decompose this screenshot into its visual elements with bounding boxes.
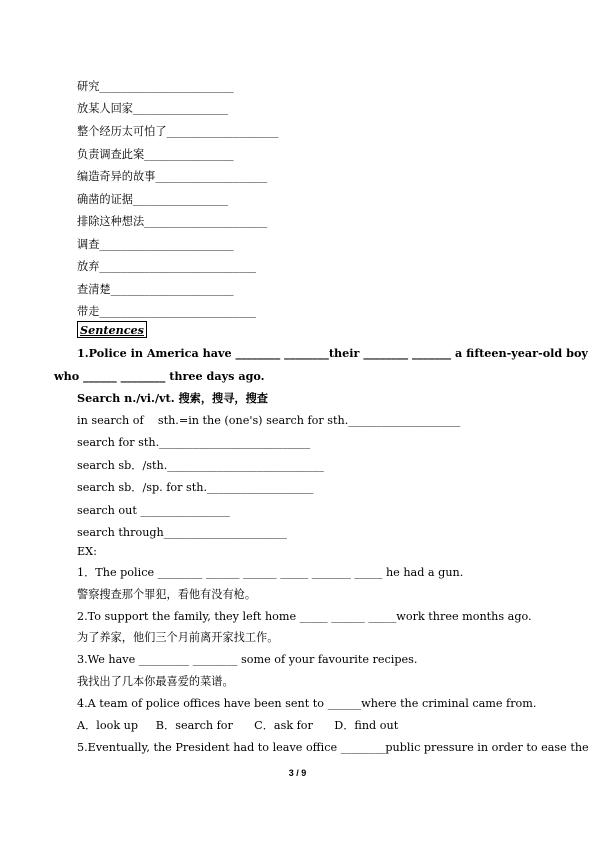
page-number: 3 / 9 xyxy=(288,768,307,778)
phrase-line: 放某人回家_________________ xyxy=(77,102,229,115)
sentence-1-line-1: 1.Police in America have ________ ________their ________ _______ a fifteen-year-old boy xyxy=(77,346,588,360)
phrase-line: 放弃____________________________ xyxy=(77,260,257,273)
exercise-line: 4.A team of police offices have been sent to ______where the criminal came from. xyxy=(77,697,537,710)
exercise-line: 2.To support the family, they left home _____ ______ _____work three months ago. xyxy=(77,610,532,623)
ex-label: EX: xyxy=(77,545,97,558)
search-phrase-line: search sb．/sth.____________________________ xyxy=(77,459,324,472)
phrase-line: 编造奇异的故事____________________ xyxy=(77,170,268,183)
phrase-line: 负责调查此案________________ xyxy=(77,148,234,161)
phrase-line: 调查________________________ xyxy=(77,238,234,251)
search-phrase-line: search sb．/sp. for sth.___________________ xyxy=(77,481,314,494)
search-heading: Search n./vi./vt. 搜索，搜寻，搜查 xyxy=(77,391,268,405)
phrase-line: 查清楚______________________ xyxy=(77,283,234,296)
search-phrase-line: search through______________________ xyxy=(77,526,287,539)
phrase-line: 整个经历太可怕了____________________ xyxy=(77,125,279,138)
phrase-line: 排除这种想法______________________ xyxy=(77,215,268,228)
exercise-line: 警察搜查那个罪犯，看他有没有枪。 xyxy=(77,588,257,601)
exercise-line: 我找出了几本你最喜爱的菜谱。 xyxy=(77,675,234,688)
search-phrase-line: in search of sth.=in the (one's) search for sth.____________________ xyxy=(77,414,461,427)
exercise-line: 3.We have _________ ________ some of your favourite recipes. xyxy=(77,653,418,666)
search-phrase-line: search for sth.___________________________ xyxy=(77,436,311,449)
section-label-sentences: Sentences xyxy=(77,321,147,338)
phrase-line: 确凿的证据_________________ xyxy=(77,193,229,206)
sentence-1-line-2: who ______ ________ three days ago. xyxy=(54,369,265,383)
search-phrase-line: search out ________________ xyxy=(77,504,230,517)
phrase-line: 带走____________________________ xyxy=(77,305,257,318)
exercise-line: 1．The police ________ ______ ______ _____ _______ _____ he had a gun. xyxy=(77,566,464,579)
exercise-line: 5.Eventually, the President had to leave office ________public pressure in order to ease the xyxy=(77,741,589,754)
exercise-options: A．look up B．search for C．ask for D．find out xyxy=(77,719,399,732)
phrase-line: 研究________________________ xyxy=(77,80,234,93)
exercise-line: 为了养家，他们三个月前离开家找工作。 xyxy=(77,631,279,644)
